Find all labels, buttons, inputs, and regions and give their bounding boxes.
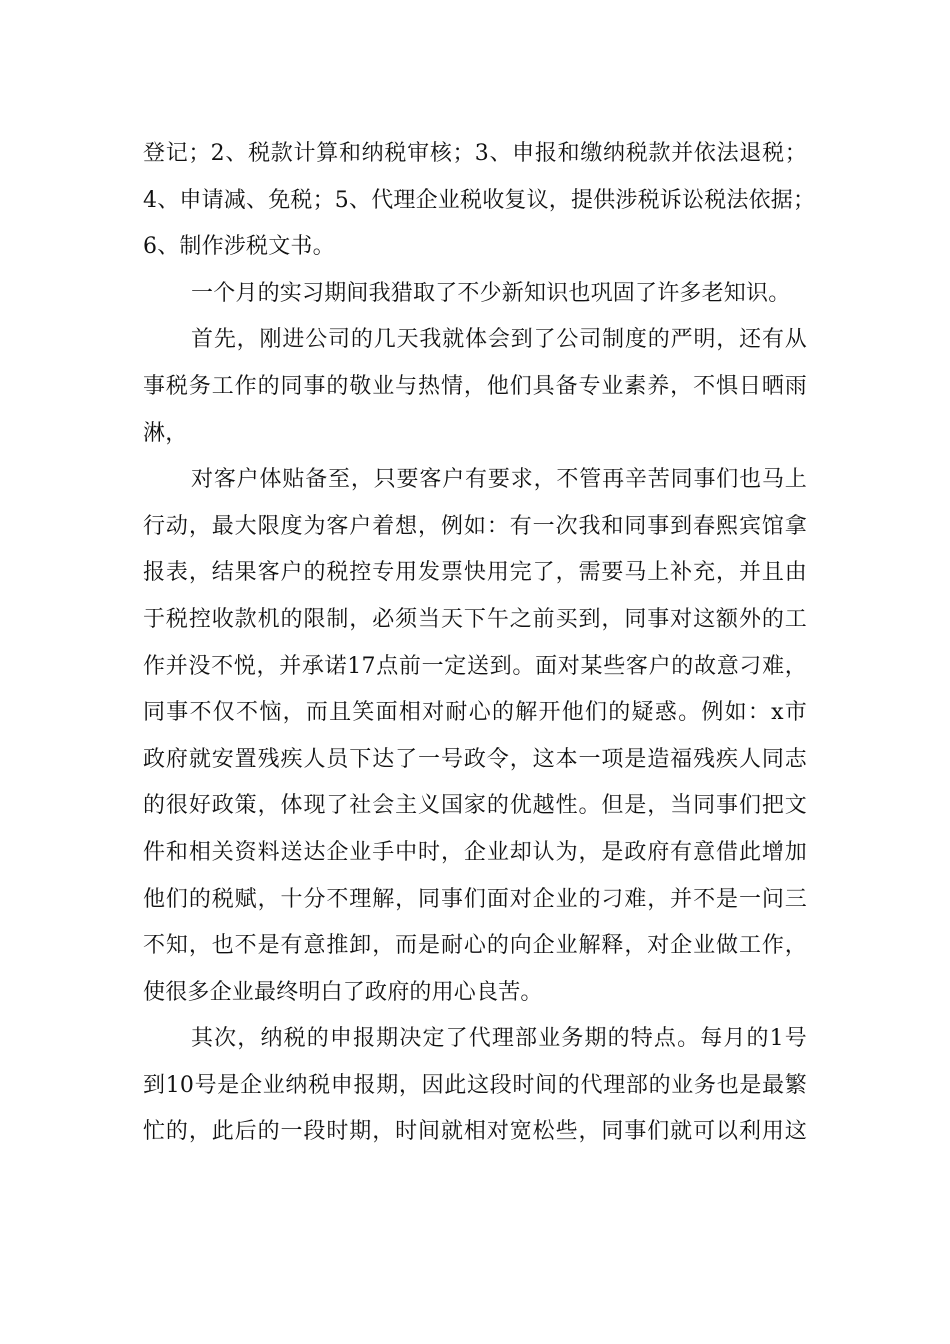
text-line: 登记；2、税款计算和纳税审核；3、申报和缴纳税款并依法退税；	[143, 141, 807, 166]
document-body	[143, 131, 816, 1156]
paragraph-first-line: 其次，纳税的申报期决定了代理部业务期的特点。每月的1号	[191, 1026, 807, 1052]
text-line: 淋，	[143, 420, 188, 446]
text-line: 事税务工作的同事的敬业与热情，他们具备专业素养，不惧日晒雨	[143, 373, 807, 399]
text-line: 政府就安置残疾人员下达了一号政令，这本一项是造福残疾人同志	[143, 746, 807, 772]
text-line: 同事不仅不恼，而且笑面相对耐心的解开他们的疑惑。例如：x市	[143, 700, 807, 726]
text-line: 报表，结果客户的税控专用发票快用完了，需要马上补充，并且由	[143, 560, 807, 586]
paragraph-first-line: 首先，刚进公司的几天我就体会到了公司制度的严明，还有从	[191, 327, 807, 353]
text-line: 件和相关资料送达企业手中时，企业却认为，是政府有意借此增加	[143, 839, 807, 865]
text-line: 不知，也不是有意推卸，而是耐心的向企业解释，对企业做工作，	[143, 933, 807, 959]
text-line: 使很多企业最终明白了政府的用心良苦。	[143, 979, 543, 1005]
text-line: 4、申请减、免税；5、代理企业税收复议，提供涉税诉讼税法依据；	[143, 187, 816, 213]
paragraph-first-line: 一个月的实习期间我猎取了不少新知识也巩固了许多老知识。	[191, 280, 791, 306]
text-line: 作并没不悦，并承诺17点前一定送到。面对某些客户的故意刁难，	[143, 653, 807, 679]
paragraph-first-line: 对客户体贴备至，只要客户有要求，不管再辛苦同事们也马上	[191, 467, 807, 493]
text-line: 于税控收款机的限制，必须当天下午之前买到，同事对这额外的工	[143, 606, 807, 632]
text-line: 的很好政策，体现了社会主义国家的优越性。但是，当同事们把文	[143, 793, 807, 819]
text-line: 他们的税赋，十分不理解，同事们面对企业的刁难，并不是一问三	[143, 886, 807, 912]
text-line: 到10号是企业纳税申报期，因此这段时间的代理部的业务也是最繁	[143, 1072, 807, 1098]
text-line: 忙的，此后的一段时期，时间就相对宽松些，同事们就可以利用这	[143, 1119, 807, 1145]
text-line: 行动，最大限度为客户着想，例如：有一次我和同事到春熙宾馆拿	[143, 513, 807, 539]
text-line: 6、制作涉税文书。	[143, 234, 335, 260]
